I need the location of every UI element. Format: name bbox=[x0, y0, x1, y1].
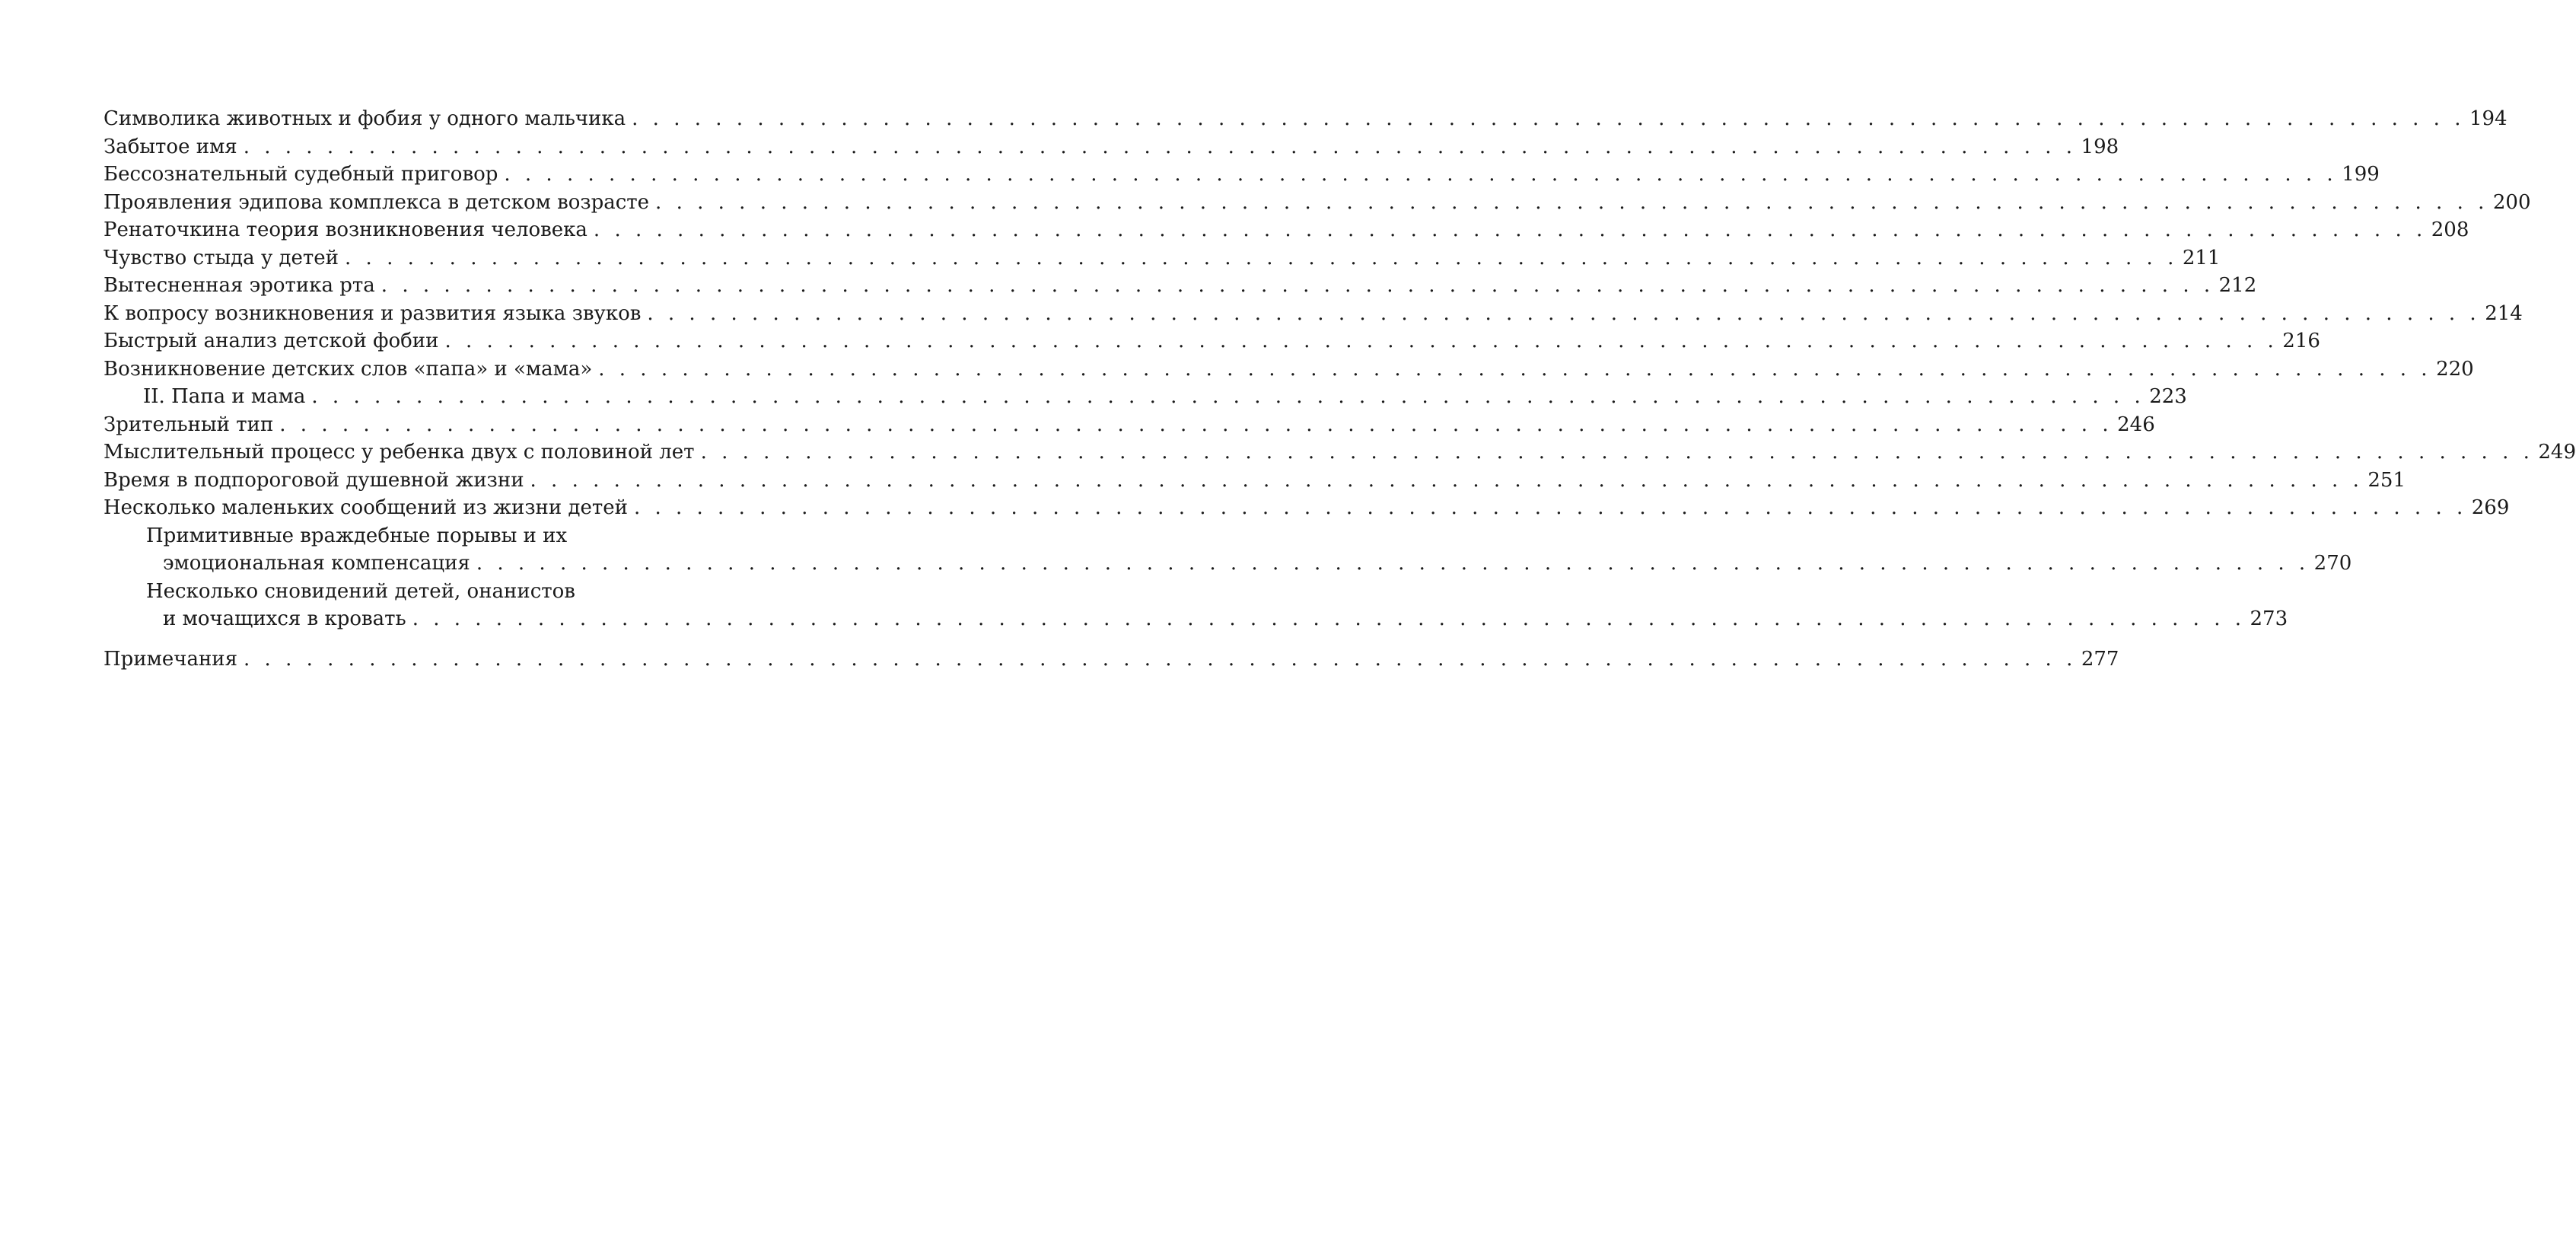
toc-entry-page: 251 bbox=[2367, 468, 2406, 492]
toc-subentry[interactable] bbox=[103, 383, 2187, 411]
toc-entry-page: 246 bbox=[2117, 413, 2155, 436]
toc-entry[interactable] bbox=[103, 216, 2469, 244]
dot-leader bbox=[279, 411, 2113, 439]
toc-entry[interactable] bbox=[103, 467, 2406, 495]
dot-leader bbox=[244, 133, 2077, 161]
toc-subentry[interactable] bbox=[103, 578, 2288, 633]
dot-leader bbox=[701, 438, 2534, 467]
toc-subentry[interactable] bbox=[103, 522, 2352, 578]
toc-entry-title: Символика животных и фобия у одного мальчика bbox=[103, 107, 626, 130]
toc-entry[interactable] bbox=[103, 189, 2531, 217]
toc-entry[interactable] bbox=[103, 133, 2119, 161]
toc-entry-page: 220 bbox=[2436, 357, 2474, 381]
toc-entry[interactable] bbox=[103, 645, 2119, 674]
toc-entry-title: Вытесненная эротика рта bbox=[103, 274, 375, 297]
toc-entry-page: 199 bbox=[2342, 163, 2380, 186]
toc-entry[interactable] bbox=[103, 161, 2380, 189]
dot-leader bbox=[311, 383, 2145, 411]
table-of-contents bbox=[103, 105, 2576, 673]
toc-entry[interactable] bbox=[103, 300, 2523, 328]
dot-leader bbox=[594, 216, 2427, 244]
toc-entry-page: 216 bbox=[2282, 330, 2320, 352]
toc-entry[interactable] bbox=[103, 105, 2508, 133]
toc-entry-title: К вопросу возникновения и развития языка звуков bbox=[103, 301, 642, 325]
toc-entry[interactable] bbox=[103, 438, 2576, 467]
toc-entry-title: Зрительный тип bbox=[103, 413, 274, 436]
toc-entry-page: 249 bbox=[2538, 441, 2576, 464]
toc-entry-title: Быстрый анализ детской фобии bbox=[103, 330, 439, 352]
toc-entry-title: Ренаточкина теория возникновения человека bbox=[103, 218, 587, 241]
toc-entry-title-line2: и мочащихся в кровать bbox=[163, 607, 406, 630]
dot-leader bbox=[634, 494, 2467, 522]
dot-leader bbox=[655, 189, 2488, 217]
toc-entry[interactable] bbox=[103, 327, 2320, 355]
toc-entry-page: 214 bbox=[2485, 301, 2523, 325]
toc-entry-page: 270 bbox=[2313, 552, 2352, 575]
dot-leader bbox=[345, 244, 2178, 273]
toc-entry-page: 194 bbox=[2469, 107, 2508, 130]
toc-entry-page: 200 bbox=[2492, 190, 2531, 214]
dot-leader bbox=[476, 550, 2310, 578]
toc-entry-page: 212 bbox=[2218, 274, 2257, 297]
dot-leader bbox=[412, 605, 2246, 633]
toc-entry[interactable] bbox=[103, 411, 2155, 439]
toc-entry-title: Забытое имя bbox=[103, 135, 237, 158]
dot-leader bbox=[381, 272, 2215, 300]
toc-entry[interactable] bbox=[103, 244, 2221, 273]
dot-leader bbox=[444, 327, 2278, 355]
toc-entry-title: Чувство стыда у детей bbox=[103, 246, 339, 269]
toc-entry-page: 211 bbox=[2182, 246, 2221, 269]
toc-entry-title: II. Папа и мама bbox=[143, 385, 306, 408]
toc-entry[interactable] bbox=[103, 494, 2510, 522]
dot-leader bbox=[632, 105, 2465, 133]
toc-entry-title-line1: Несколько сновидений детей, онанистов bbox=[146, 579, 575, 603]
dot-leader bbox=[598, 355, 2431, 384]
toc-entry-page: 223 bbox=[2149, 385, 2187, 408]
toc-entry-title: Возникновение детских слов «папа» и «мама» bbox=[103, 357, 593, 381]
toc-entry-title: Несколько маленьких сообщений из жизни детей bbox=[103, 496, 628, 519]
toc-entry-title: Мыслительный процесс у ребенка двух с половиной лет bbox=[103, 441, 695, 464]
toc-entry-title-line2: эмоциональная компенсация bbox=[163, 552, 470, 575]
dot-leader bbox=[647, 300, 2480, 328]
dot-leader bbox=[504, 161, 2337, 189]
toc-entry-title: Проявления эдипова комплекса в детском возрасте bbox=[103, 190, 650, 214]
toc-entry-page: 273 bbox=[2250, 607, 2288, 630]
toc-entry[interactable] bbox=[103, 355, 2474, 384]
dot-leader bbox=[244, 645, 2077, 674]
toc-entry-page: 269 bbox=[2471, 496, 2510, 519]
dot-leader bbox=[530, 467, 2364, 495]
toc-entry-title: Бессознательный судебный приговор bbox=[103, 163, 498, 186]
toc-entry-page: 198 bbox=[2081, 135, 2119, 158]
toc-entry[interactable] bbox=[103, 272, 2257, 300]
toc-entry-page: 277 bbox=[2081, 647, 2119, 671]
toc-entry-title: Время в подпороговой душевной жизни bbox=[103, 468, 524, 492]
toc-entry-title-line1: Примитивные враждебные порывы и их bbox=[146, 524, 568, 547]
toc-entry-title: Примечания bbox=[103, 647, 238, 671]
toc-entry-page: 208 bbox=[2431, 218, 2469, 241]
